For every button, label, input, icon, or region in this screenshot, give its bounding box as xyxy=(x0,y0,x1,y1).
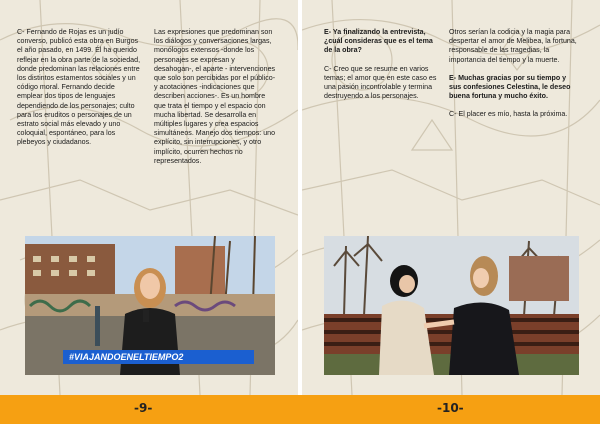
footer-bar xyxy=(0,395,600,424)
page-number-left: -9- xyxy=(134,401,153,415)
paragraph: Las expresiones que predominan son los diálogos y conversaciones largas, monólogos extensos -donde los personajes se expresan y desahogan-, el aparte - intervenciones que solo son percibidas por el público- y acotaciones -indicaciones que describen acciones-. Es un hombre que trata el tiempo y el espacio con mucha libertad. Se desarrolla en múltiples lugares y crea espacios simultáneos. Manejo dos tiempos: uno explícito, sin interrupciones, y otro implícito, ocurren hechos no representados. xyxy=(154,28,276,165)
interview-column-right xyxy=(449,28,579,129)
interviewer-farewell xyxy=(449,74,579,102)
article-column-left xyxy=(17,28,142,157)
celestina-answer-continued: Otros serían la codicia y la magia para despertar el amor de Melibea, la fortuna, responsable de las tragedias, la importancia del tiempo y la muerte. xyxy=(449,28,577,64)
page-10 xyxy=(302,0,600,395)
question-text: E- Ya finalizando la entrevista, ¿cuál consideras que es el tema de la obra? xyxy=(324,28,433,55)
celestina-closing: C- El placer es mío, hasta la próxima. xyxy=(449,110,568,119)
interviewer-question xyxy=(324,28,442,56)
celestina-answer: C- Creo que se resume en varios temas; el amor que en este caso es una pasión incontrolable y termina destruyendo a los personajes. xyxy=(324,64,437,101)
hashtag-caption-banner: #VIAJANDOENELTIEMPO2 xyxy=(63,350,254,364)
reporter-photo xyxy=(25,236,275,375)
page-number-right: -10- xyxy=(437,401,464,415)
page-9 xyxy=(0,0,298,395)
article-column-right xyxy=(154,28,276,175)
farewell-text: E- Muchas gracias por su tiempo y sus confesiones Celestina, le deseo buena fortuna y mucho éxito. xyxy=(449,73,571,101)
interview-column-left xyxy=(324,28,442,110)
paragraph: C- Fernando de Rojas es un judío converso, publicó esta obra en Burgos el año pasado, en 1499. Él ha querido reflejar en la obra parte de la sociedad, donde predominan las relaciones entre los distintos estamentos sociales y un código moral. Fernando decide emplear dos tipos de lenguajes dependiendo de los personajes; culto para los eruditos o personajes de un estrato social más elevado y uno coloquial, espontáneo, para los plebeyos y ciudadanos. xyxy=(17,28,141,147)
interview-photo xyxy=(324,236,579,375)
